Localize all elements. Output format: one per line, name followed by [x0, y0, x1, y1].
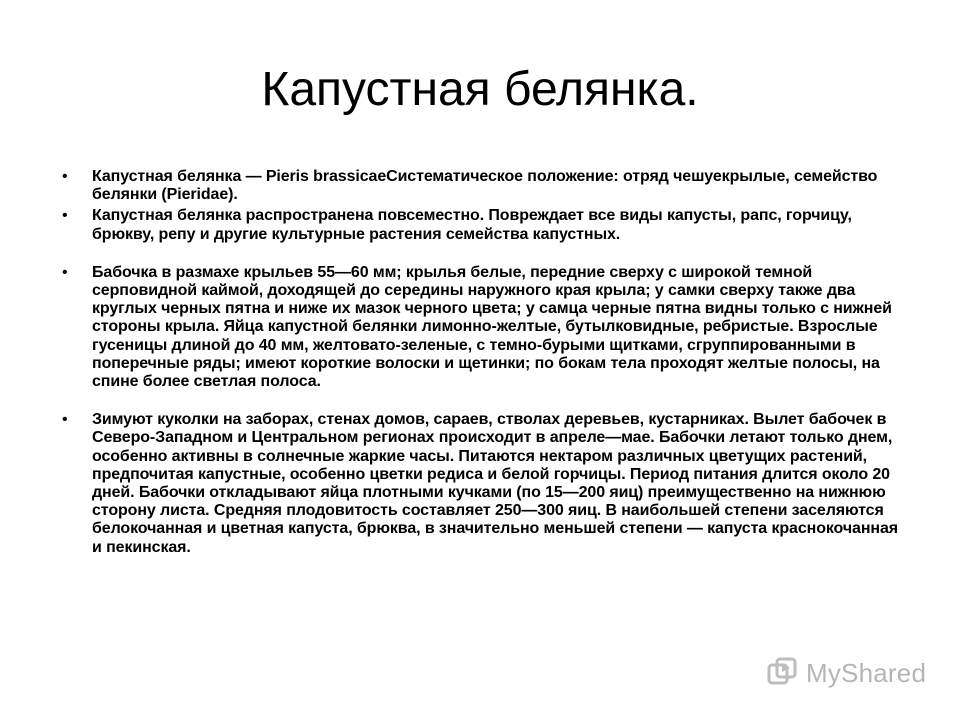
bullet-dot: • [62, 207, 68, 225]
bullet-item [62, 264, 912, 391]
bullet-item [62, 168, 912, 204]
bullet-dot: • [62, 168, 68, 185]
slide-title: Капустная белянка. [261, 63, 699, 116]
bullet-item [62, 411, 912, 557]
myshared-logo-icon [766, 656, 800, 690]
watermark-text: MyShared [806, 657, 927, 688]
myshared-watermark [766, 656, 926, 690]
bullet-text: Зимуют куколки на заборах, стенах домов, сараев, стволах деревьев, кустарниках. Вылет бабочек в Северо-Западном и Центральном регионах происходит в апреле—мае. Бабочки летают только днем, особенно активны в солнечные жаркие часы. Питаются нектаром различных цветущих растений, предпочитая капустные, особенно цветки редиса и белой горчицы. Период питания длится около 20 дней. Бабочки откладывают яйца плотными кучками (по 15—200 яиц) преимущественно на нижнюю сторону листа. Средняя плодовитость составляет 250—300 яиц. В наибольшей степени заселяются белокочанная и цветная капуста, брюква, в значительно меньшей степени — капуста краснокочанная и пекинская. [92, 411, 898, 556]
bullet-text: Капустная белянка распространена повсеместно. Повреждает все виды капусты, рапс, горчицу, брюкву, репу и другие культурные растения семейства капустных. [92, 207, 852, 243]
bullet-dot: • [62, 263, 68, 281]
bullet-dot: • [62, 411, 68, 429]
bullet-list [62, 168, 912, 557]
bullet-item [62, 207, 912, 243]
bullet-text: Бабочка в размахе крыльев 55—60 мм; крылья белые, передние сверху с широкой темной серповидной каймой, доходящей до середины наружного края крыла; у самки сверху также два круглых черных пятна и ниже их мазок черного цвета; у самца черные пятна видны только с нижней стороны крыла. Яйца капустной белянки лимонно-желтые, бутылковидные, ребристые. Взрослые гусеницы длиной до 40 мм, желтовато-зеленые, с темно-бурыми щитками, сгруппированными в поперечные ряды; имеют короткие волоски и щетинки; по бокам тела проходят желтые полосы, на спине более светлая полоса. [92, 263, 892, 391]
bullet-text: Капустная белянка — Pieris brassicaeСистематическое положение: отряд чешуекрылые, семейство белянки (Pieridae). [92, 168, 878, 204]
